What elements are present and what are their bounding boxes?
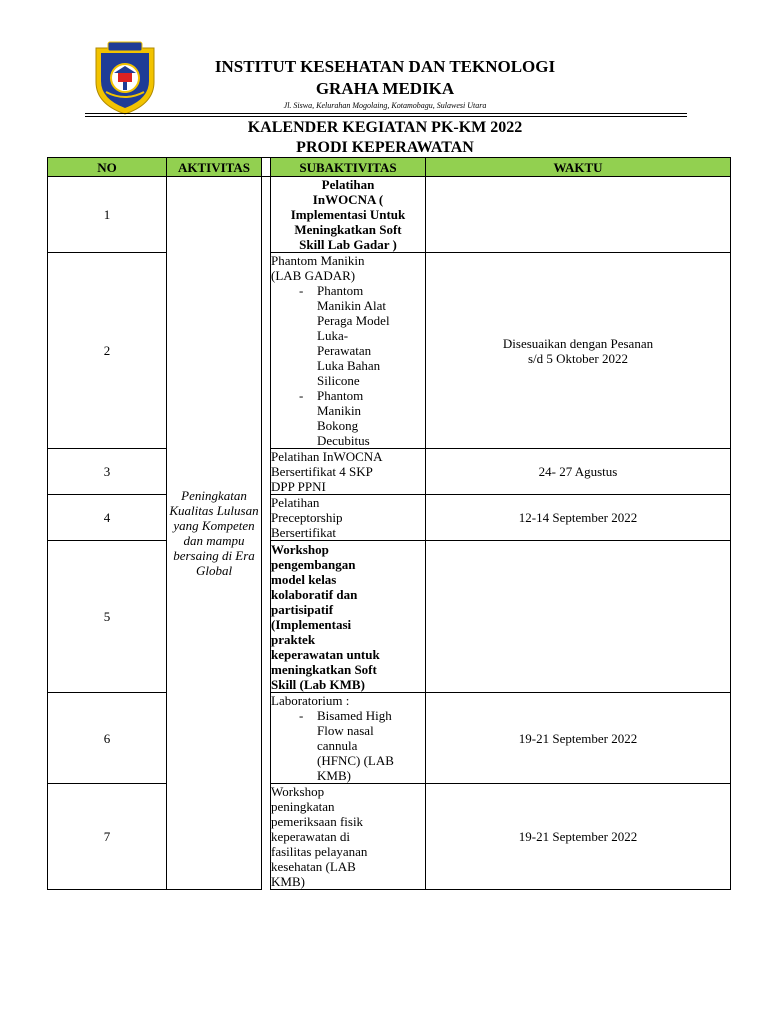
waktu-cell <box>426 253 731 449</box>
subaktivitas-line: pemeriksaan fisik <box>271 814 364 829</box>
subaktivitas-line: keperawatan di <box>271 829 351 844</box>
table-row <box>48 253 731 449</box>
subaktivitas-line: Phantom Manikin <box>271 253 365 268</box>
row-number: 6 <box>48 693 167 784</box>
activity-calendar-table <box>47 157 731 890</box>
row-number: 2 <box>48 253 167 449</box>
subaktivitas-line: KMB) <box>271 874 305 889</box>
subaktivitas-list <box>271 708 425 783</box>
waktu-cell: 12-14 September 2022 <box>426 495 731 541</box>
subaktivitas-cell <box>271 253 426 449</box>
subaktivitas-line: DPP PPNI <box>271 479 326 494</box>
institution-address: Jl. Siswa, Kelurahan Mogolaing, Kotamobagu, Sulawesi Utara <box>283 101 487 110</box>
list-item-line: Peraga Model <box>317 313 390 328</box>
subaktivitas-line: Laboratorium : <box>271 693 350 708</box>
list-item-line: Manikin <box>317 403 362 418</box>
subaktivitas-line: peningkatan <box>271 799 335 814</box>
waktu-cell <box>426 177 731 253</box>
subaktivitas-line: Preceptorship <box>271 510 343 525</box>
subaktivitas-line: kolaboratif dan <box>271 586 358 602</box>
list-item-line: Silicone <box>317 373 360 388</box>
table-row <box>48 449 731 495</box>
subaktivitas-cell <box>271 177 426 253</box>
list-item-line: Bokong <box>317 418 359 433</box>
institution-name-line2: GRAHA MEDIKA <box>315 79 455 98</box>
subaktivitas-line: meningkatkan Soft <box>271 661 377 677</box>
list-item <box>293 708 425 783</box>
column-gap <box>262 177 271 890</box>
list-item-line: - Bisamed High <box>317 708 392 723</box>
header-divider-thin <box>85 116 687 117</box>
waktu-cell: 19-21 September 2022 <box>426 784 731 890</box>
row-number: 4 <box>48 495 167 541</box>
list-item <box>293 388 425 448</box>
list-item <box>293 283 425 388</box>
table-row <box>48 177 731 253</box>
subaktivitas-line: model kelas <box>271 571 337 587</box>
document-subtitle: PRODI KEPERAWATAN <box>296 139 474 156</box>
subaktivitas-line: Skill (Lab KMB) <box>271 676 365 692</box>
row-number: 1 <box>48 177 167 253</box>
subaktivitas-line: InWOCNA ( <box>312 192 384 207</box>
subaktivitas-line: Workshop <box>271 541 329 557</box>
document-title: KALENDER KEGIATAN PK-KM 2022 <box>247 119 523 136</box>
subaktivitas-line: keperawatan untuk <box>271 646 380 662</box>
list-item-line: KMB) <box>317 768 351 783</box>
list-item-line: Flow nasal <box>317 723 374 738</box>
subaktivitas-cell <box>271 495 426 541</box>
subaktivitas-line: Bersertifikat <box>271 525 336 540</box>
waktu-cell: 24- 27 Agustus <box>426 449 731 495</box>
subaktivitas-line: fasilitas pelayanan <box>271 844 368 859</box>
waktu-cell: 19-21 September 2022 <box>426 693 731 784</box>
subaktivitas-cell <box>271 693 426 784</box>
subaktivitas-line: pengembangan <box>271 556 356 572</box>
list-item-line: Luka Bahan <box>317 358 381 373</box>
subaktivitas-line: Pelatihan <box>321 177 375 192</box>
subaktivitas-cell <box>271 784 426 890</box>
table-row <box>48 495 731 541</box>
table-row <box>48 693 731 784</box>
list-item-line: - Phantom <box>317 283 364 298</box>
column-header-aktivitas: AKTIVITAS <box>167 158 262 177</box>
table-header-row <box>48 158 731 177</box>
list-item-line: Manikin Alat <box>317 298 386 313</box>
column-header-no: NO <box>48 158 167 177</box>
table-row <box>48 541 731 693</box>
row-number: 5 <box>48 541 167 693</box>
subaktivitas-line: Skill Lab Gadar ) <box>299 237 397 252</box>
subaktivitas-line: partisipatif <box>271 601 334 617</box>
subaktivitas-line: Implementasi Untuk <box>290 207 406 222</box>
subaktivitas-cell <box>271 449 426 495</box>
waktu-line: Disesuaikan dengan Pesanan <box>502 335 654 351</box>
header-divider <box>85 113 687 114</box>
waktu-cell <box>426 541 731 693</box>
subaktivitas-list <box>271 283 425 448</box>
subaktivitas-line: Pelatihan InWOCNA <box>271 449 383 464</box>
list-item-line: (HFNC) (LAB <box>317 753 394 768</box>
list-item-line: Decubitus <box>317 433 370 448</box>
subaktivitas-line: Pelatihan <box>271 495 320 510</box>
table-row <box>48 784 731 890</box>
subaktivitas-line: Workshop <box>271 784 325 799</box>
column-header-subaktivitas: SUBAKTIVITAS <box>271 158 426 177</box>
row-number: 3 <box>48 449 167 495</box>
subaktivitas-line: kesehatan (LAB <box>271 859 356 874</box>
subaktivitas-line: (LAB GADAR) <box>271 268 356 283</box>
subaktivitas-line: Meningkatkan Soft <box>294 222 402 237</box>
list-item-line: Perawatan <box>317 343 372 358</box>
waktu-line: s/d 5 Oktober 2022 <box>527 350 629 366</box>
list-item-line: - Phantom <box>317 388 364 403</box>
institution-crest-logo <box>84 38 166 116</box>
row-number: 7 <box>48 784 167 890</box>
list-item-line: Luka- <box>317 328 349 343</box>
subaktivitas-line: Bersertifikat 4 SKP <box>271 464 373 479</box>
column-gap <box>262 158 271 177</box>
subaktivitas-line: (Implementasi <box>271 616 352 632</box>
column-header-waktu: WAKTU <box>426 158 731 177</box>
institution-name: INSTITUT KESEHATAN DAN TEKNOLOGI <box>214 57 556 76</box>
aktivitas-cell: Peningkatan Kualitas Lulusan yang Kompeten dan mampu bersaing di Era Global <box>167 177 262 890</box>
subaktivitas-cell <box>271 541 426 693</box>
list-item-line: cannula <box>317 738 358 753</box>
subaktivitas-line: praktek <box>271 631 316 647</box>
